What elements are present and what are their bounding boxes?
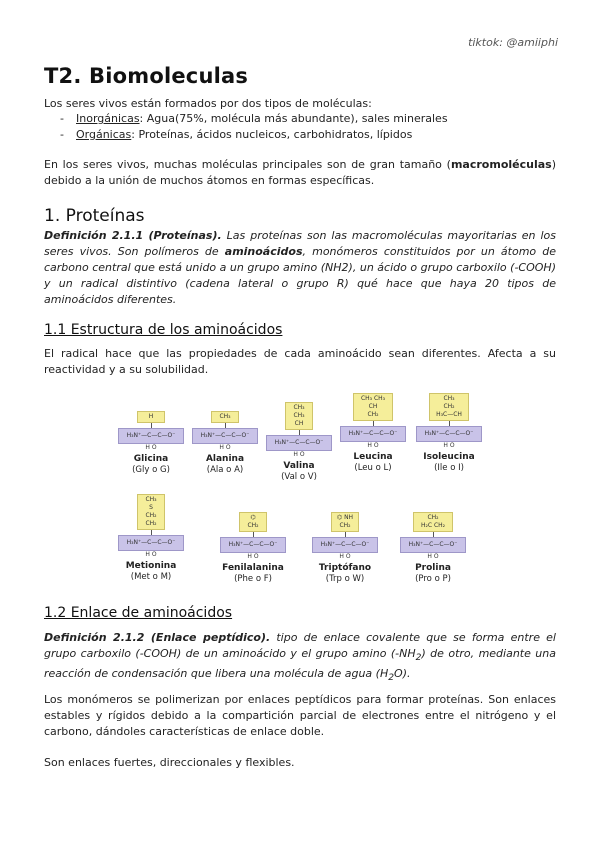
side-chain — [331, 512, 359, 532]
paragraph-text: En los seres vivos, muchas moléculas principales son de gran tamaño ( — [44, 158, 451, 171]
amino-acid-code: (Leu o L) — [354, 463, 392, 473]
backbone: H₃N⁺—C—C—O⁻ — [416, 426, 482, 442]
backbone: H₃N⁺—C—C—O⁻ — [192, 428, 258, 444]
amino-acid-code: (Ala o A) — [206, 465, 244, 475]
amino-acid-name: Glicina — [133, 454, 169, 464]
side-chain-atom: CH₃ — [443, 395, 455, 402]
paragraph-text: ) debido a la unión de muchos átomos en formas específicas. — [44, 158, 556, 187]
side-chain-atom: CH — [368, 403, 378, 410]
backbone-lower: H O — [219, 444, 231, 451]
section-heading-proteins: 1. Proteínas — [44, 206, 145, 226]
side-chain-atom: ⌬ NH — [336, 514, 354, 521]
amino-acid-name: Alanina — [205, 454, 245, 464]
amino-acids-figure — [112, 384, 487, 594]
tiktok-watermark: tiktok: @amiiphi — [468, 36, 558, 49]
backbone: H₃N⁺—C—C—O⁻ — [118, 428, 184, 444]
side-chain — [239, 512, 267, 532]
list-item-label: Inorgánicas — [76, 112, 140, 125]
side-chain — [353, 393, 393, 421]
definition-label: Definición 2.1.1 (Proteínas). — [44, 229, 222, 242]
amino-acid-prolina — [400, 512, 466, 584]
side-chain-atom: CH₃ CH₃ — [360, 395, 386, 402]
side-chain-atom: S — [149, 504, 153, 511]
amino-acid-name: Metionina — [125, 561, 177, 571]
amino-acid-name: Prolina — [415, 563, 451, 573]
list-item-text: : Proteínas, ácidos nucleicos, carbohidratos, lípidos — [131, 128, 413, 141]
backbone: H₃N⁺—C—C—O⁻ — [312, 537, 378, 553]
backbone-lower: H O — [339, 553, 351, 560]
backbone-lower: H O — [367, 442, 379, 449]
list-item — [60, 111, 448, 127]
backbone: H₃N⁺—C—C—O⁻ — [266, 435, 332, 451]
backbone-lower: H O — [443, 442, 455, 449]
molecule-type-list — [60, 111, 448, 143]
backbone-lower: H O — [293, 451, 305, 458]
definition-peptide-bond — [44, 630, 556, 686]
amino-acid-metionina — [118, 494, 184, 582]
side-chain-atom: CH₂ — [145, 512, 157, 519]
definition-text: ) de otro, mediante una reacción de condensación que libera una molécula de agua (H — [44, 647, 556, 681]
list-item — [60, 127, 448, 143]
amino-acid-name: Valina — [283, 461, 315, 471]
side-chain-atom: H — [148, 413, 154, 420]
definition-proteins — [44, 228, 556, 308]
amino-acid-code: (Gly o G) — [132, 465, 170, 475]
amino-acid-code: (Ile o I) — [434, 463, 464, 473]
structure-paragraph: El radical hace que las propiedades de cada aminoácido sean diferentes. Afecta a su reactividad y a su solubilidad. — [44, 347, 556, 376]
side-chain — [429, 393, 469, 421]
intro-line: Los seres vivos están formados por dos tipos de moléculas: — [44, 97, 372, 110]
side-chain-atom: CH₂ — [247, 522, 259, 529]
side-chain-atom: CH₂ — [443, 403, 455, 410]
backbone-lower: H O — [145, 444, 157, 451]
amino-acid-code: (Val o V) — [281, 472, 317, 482]
amino-acid-name: Leucina — [353, 452, 393, 462]
amino-acid-code: (Pro o P) — [415, 574, 451, 584]
side-chain-atom: CH — [294, 420, 304, 427]
backbone: H₃N⁺—C—C—O⁻ — [340, 426, 406, 442]
side-chain-atom: CH₃ — [145, 496, 157, 503]
definition-text: , monómeros constituidos por un átomo de carbono central que está unido a un grupo amino (NH2), un ácido o grupo carboxilo (-COOH) y un radical distintivo (cadena lateral o grupo R) qué hace que haya 20 tipos de aminoácidos diferentes. — [44, 245, 556, 306]
side-chain-atom: CH₂ — [339, 522, 351, 529]
side-chain-atom: CH₃ — [219, 413, 231, 420]
side-chain-atom: CH₃ CH₃ — [293, 404, 305, 419]
definition-text: O). — [394, 667, 411, 681]
side-chain-atom: CH₂ — [145, 520, 157, 527]
side-chain-atom: CH₂ — [367, 411, 379, 418]
page-title: T2. Biomoleculas — [44, 64, 249, 88]
amino-acid-valina — [266, 402, 332, 482]
subscript: 2 — [415, 652, 422, 664]
amino-acid-code: (Trp o W) — [325, 574, 365, 584]
amino-acid-code: (Phe o F) — [234, 574, 272, 584]
backbone-lower: H O — [427, 553, 439, 560]
amino-acid-leucina — [340, 393, 406, 473]
macromolecule-paragraph — [44, 157, 556, 189]
list-item-text: : Agua(75%, molécula más abundante), sales minerales — [139, 112, 448, 125]
definition-text: tipo de enlace covalente que se forma entre el grupo carboxilo (-COOH) de un aminoácido y el grupo amino (-NH — [44, 631, 556, 660]
polymerization-paragraph: Los monómeros se polimerizan por enlaces peptídicos para formar proteínas. Son enlaces estables y rígidos debido a la compartición parcial de electrones entre el nitrógeno y el carbono, dándoles características de enlace doble. — [44, 693, 556, 738]
bond-properties-paragraph: Son enlaces fuertes, direccionales y flexibles. — [44, 756, 295, 769]
list-item-label: Orgánicas — [76, 128, 132, 141]
amino-acid-code: (Met o M) — [130, 572, 172, 582]
section-heading-peptide: 1.2 Enlace de aminoácidos — [44, 605, 233, 621]
amino-acid-isoleucina — [416, 393, 482, 473]
backbone: H₃N⁺—C—C—O⁻ — [220, 537, 286, 553]
amino-acid-name: Fenilalanina — [222, 563, 284, 573]
backbone: H₃N⁺—C—C—O⁻ — [400, 537, 466, 553]
amino-acid-glicina — [118, 411, 184, 475]
paragraph-bold: macromoléculas — [450, 158, 552, 171]
side-chain-atom: H₂C CH₂ — [420, 522, 446, 529]
amino-acid-triptófano — [312, 512, 378, 584]
side-chain — [137, 494, 165, 530]
side-chain-atom: CH₂ — [427, 514, 439, 521]
amino-acid-fenilalanina — [220, 512, 286, 584]
side-chain-atom: H₃C—CH — [436, 411, 462, 418]
backbone-lower: H O — [247, 553, 259, 560]
backbone-lower: H O — [145, 551, 157, 558]
side-chain — [137, 411, 165, 423]
amino-acid-name: Triptófano — [318, 563, 372, 573]
side-chain-atom: ⌬ — [250, 514, 256, 521]
definition-text: Las proteínas son las macromoléculas mayoritarias en los seres vivos. Son polímeros de — [44, 229, 556, 258]
amino-acid-name: Isoleucina — [423, 452, 475, 462]
section-heading-structure: 1.1 Estructura de los aminoácidos — [44, 322, 283, 338]
side-chain — [413, 512, 453, 532]
backbone: H₃N⁺—C—C—O⁻ — [118, 535, 184, 551]
subscript: 2 — [388, 672, 395, 684]
amino-acid-alanina — [192, 411, 258, 475]
side-chain — [211, 411, 239, 423]
side-chain — [285, 402, 313, 430]
definition-label: Definición 2.1.2 (Enlace peptídico). — [44, 631, 271, 644]
definition-bold: aminoácidos — [224, 245, 303, 258]
